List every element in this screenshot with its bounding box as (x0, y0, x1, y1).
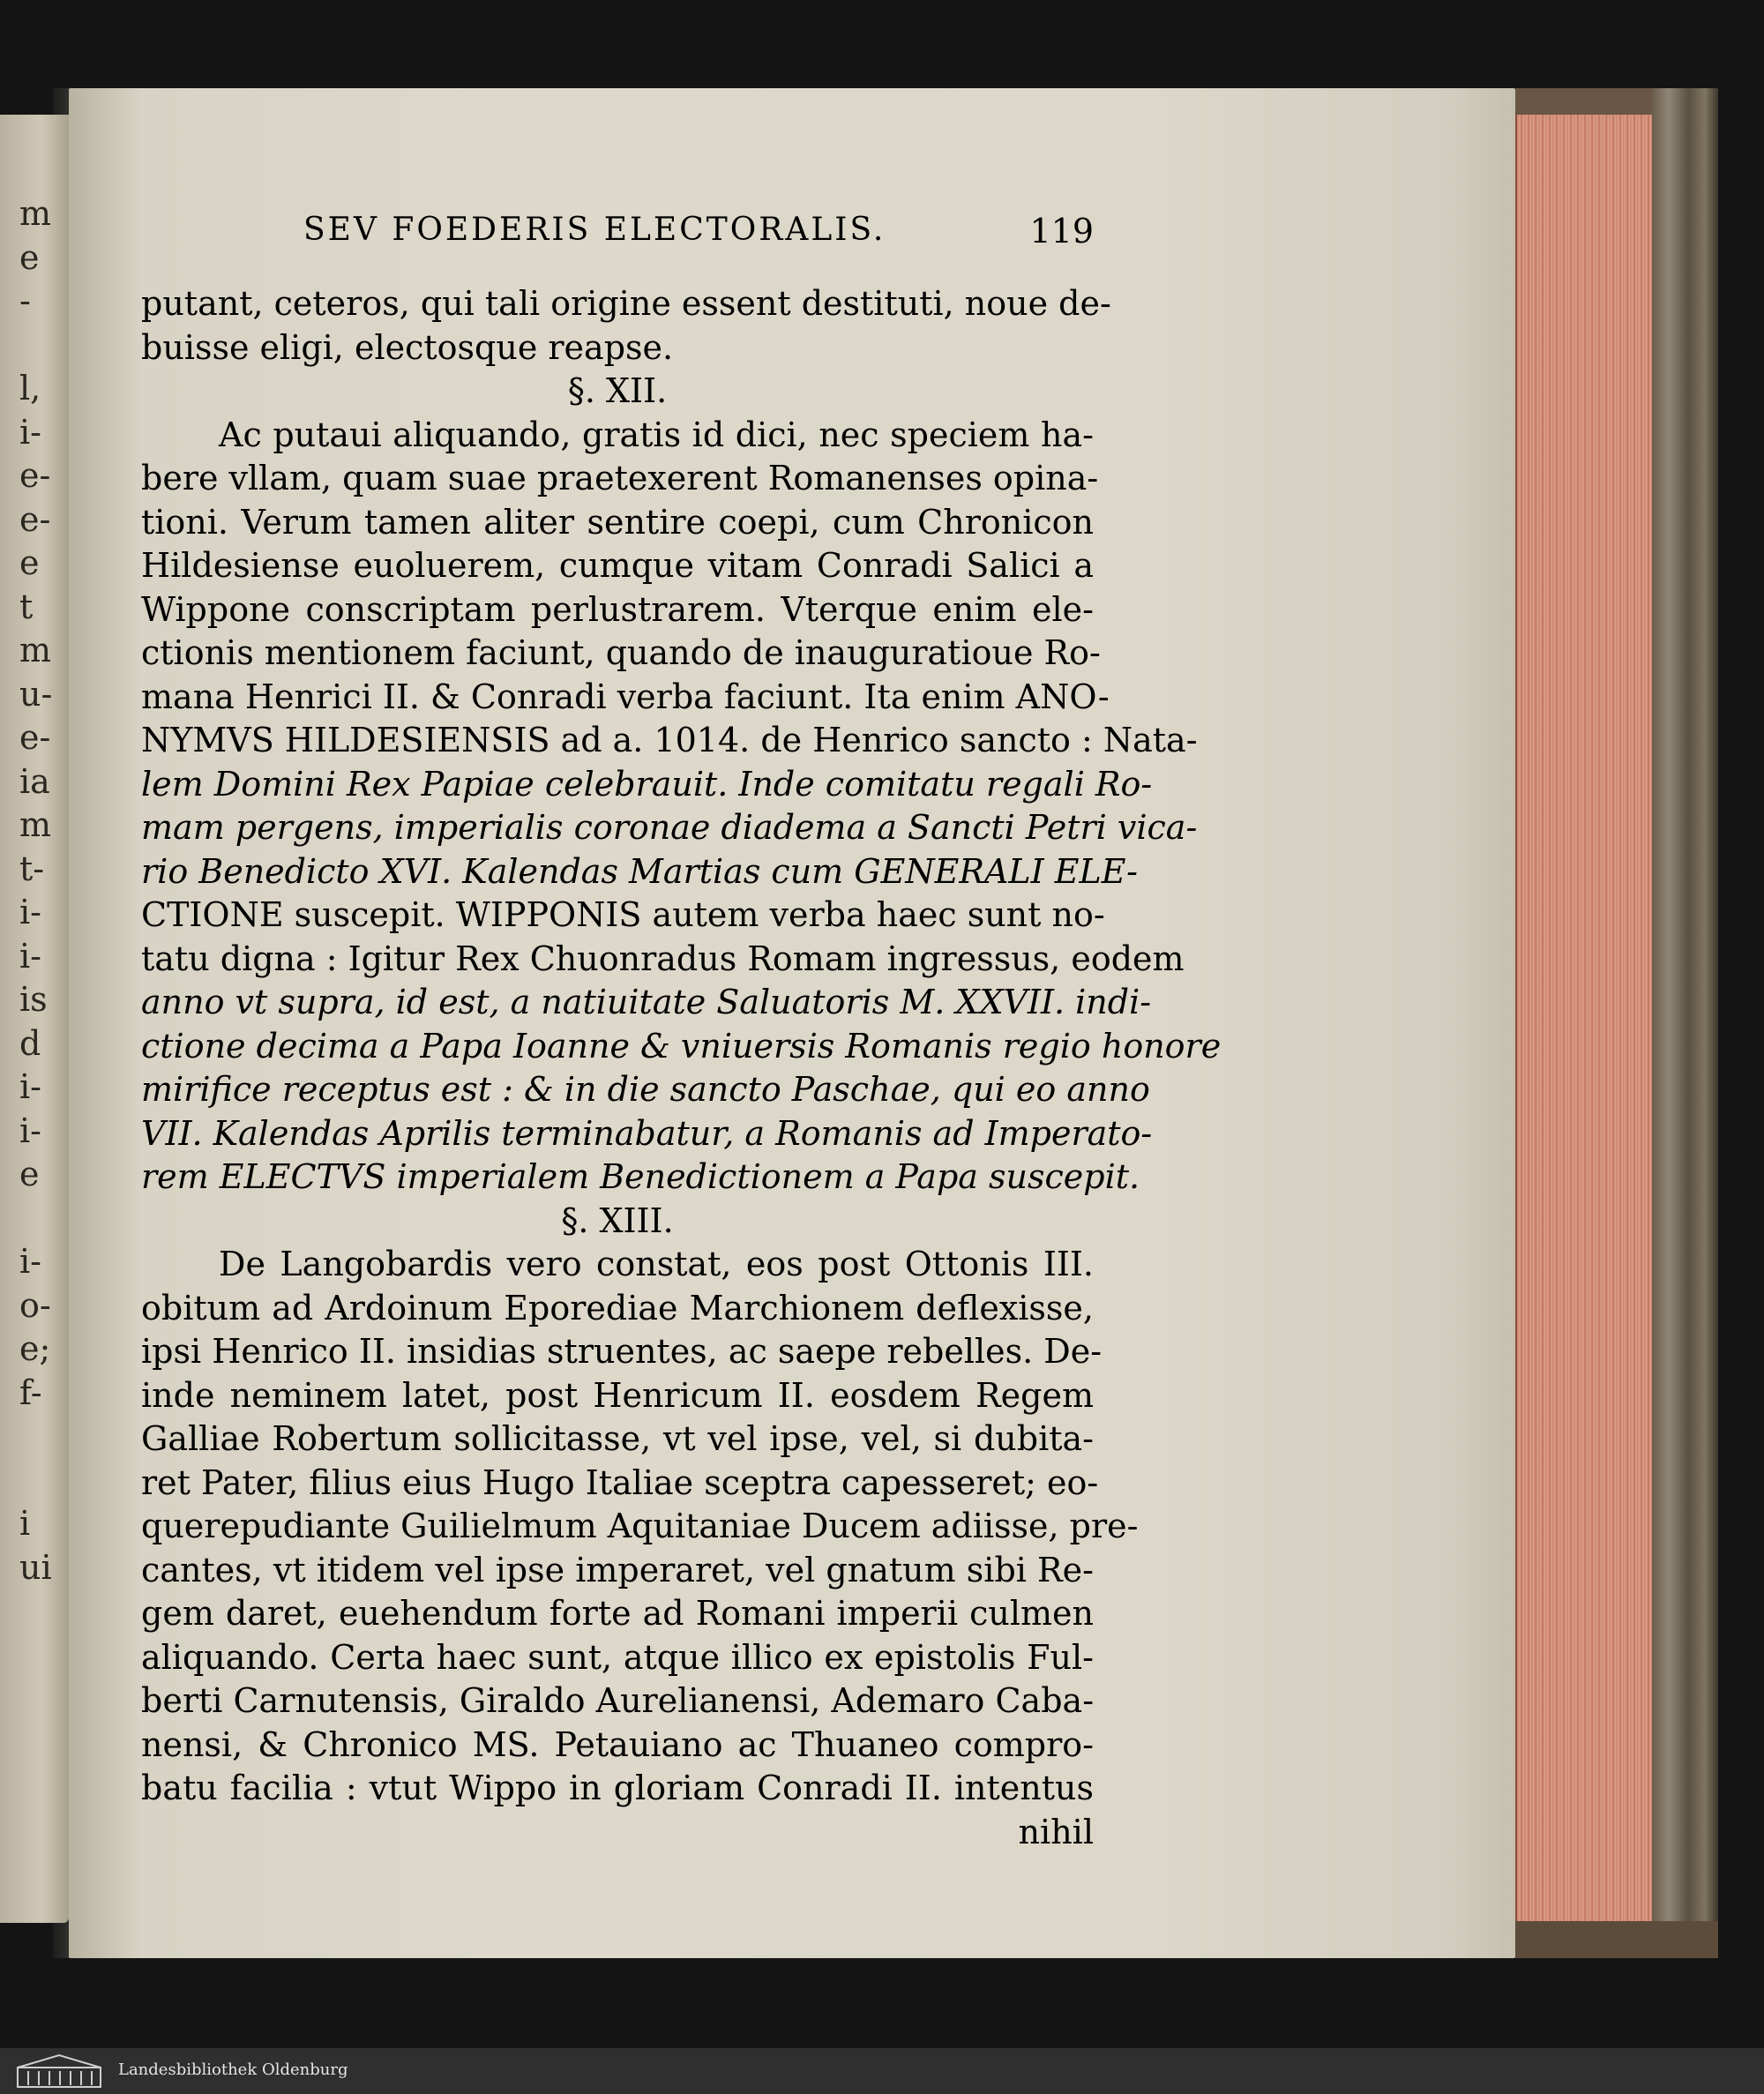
left-edge-line: u- (19, 674, 53, 714)
text-line: mam pergens, imperialis coronae diadema a Sancti Petri vica- (141, 808, 1198, 847)
text-line: Galliae Robertum sollicitasse, vt vel ipse, vel, si dubita- (141, 1419, 1094, 1458)
left-edge-line: i- (19, 1111, 41, 1150)
left-edge-line: e (19, 237, 40, 277)
text-line: rem ELECTVS imperialem Benedictionem a Papa suscepit. (141, 1157, 1140, 1196)
left-edge-line: i- (19, 936, 41, 976)
text-line: inde neminem latet, post Henricum II. eosdem Regem (141, 1375, 1094, 1415)
left-edge-line: is (19, 980, 48, 1019)
left-page-fragment (0, 115, 69, 1923)
text-line: putant, ceteros, qui tali origine essent destituti, noue de- (141, 284, 1111, 323)
text-line: tioni. Verum tamen aliter sentire coepi, cum Chronicon (141, 502, 1094, 542)
text-line: VII. Kalendas Aprilis terminabatur, a Romanis ad Imperato- (141, 1113, 1153, 1153)
left-edge-line: ui (19, 1547, 52, 1587)
book-cover-edge (1652, 88, 1718, 1958)
text-line: ctionis mentionem faciunt, quando de inauguratioue Ro- (141, 633, 1101, 672)
catchword: nihil (1018, 1812, 1094, 1851)
text-line: ret Pater, filius eius Hugo Italiae sceptra capesseret; eo- (141, 1462, 1099, 1502)
section-heading: §. XII. (567, 371, 668, 410)
cover-bottom-edge (1515, 1921, 1718, 1958)
page-fore-edge (1515, 115, 1654, 1923)
text-line: berti Carnutensis, Giraldo Aurelianensi, Ademaro Caba- (141, 1681, 1095, 1720)
left-edge-line: e (19, 1155, 40, 1193)
footer-bar (0, 2048, 1764, 2094)
text-line: buisse eligi, electosque reapse. (141, 327, 674, 367)
left-edge-line: i- (19, 1067, 41, 1106)
left-edge-line (19, 1415, 52, 1459)
text-line: nensi, & Chronico MS. Petauiano ac Thuaneo compro- (141, 1724, 1094, 1764)
left-edge-line: e- (19, 499, 51, 539)
left-edge-line: ia (19, 761, 50, 801)
text-line: CTIONE suscepit. WIPPONIS autem verba haec sunt no- (141, 895, 1105, 934)
running-title: SEV FOEDERIS ELECTORALIS. (303, 212, 886, 248)
left-edge-line: i (19, 1504, 31, 1543)
text-line: querepudiante Guilielmum Aquitaniae Ducem adiisse, pre- (141, 1507, 1139, 1545)
left-edge-line: d (19, 1023, 41, 1063)
text-line: ipsi Henrico II. insidias struentes, ac saepe rebelles. De- (141, 1332, 1102, 1371)
left-edge-line: e- (19, 718, 51, 757)
left-edge-line: l, (19, 369, 41, 408)
text-line: cantes, vt itidem vel ipse imperaret, vel gnatum sibi Re- (141, 1550, 1094, 1589)
left-edge-line: m (19, 194, 52, 233)
left-edge-line: t- (19, 849, 45, 888)
left-edge-line: i- (19, 1242, 41, 1281)
section-heading: §. XIII. (561, 1200, 674, 1240)
text-line: Ac putaui aliquando, gratis id dici, nec speciem ha- (219, 415, 1094, 454)
left-edge-line: f- (19, 1372, 42, 1412)
text-line: anno vt supra, id est, a natiuitate Saluatoris M. XXVII. indi- (141, 983, 1152, 1021)
text-line: gem daret, euehendum forte ad Romani imperii culmen (141, 1594, 1094, 1633)
left-edge-line: t (19, 587, 34, 626)
text-line: Hildesiense euoluerem, cumque vitam Conradi Salici a (141, 546, 1094, 585)
text-line: De Langobardis vero constat, eos post Ottonis III. (219, 1245, 1094, 1283)
text-line: lem Domini Rex Papiae celebrauit. Inde comitatu regali Ro- (141, 764, 1153, 804)
left-edge-line: e; (19, 1329, 51, 1368)
left-edge-line: m (19, 631, 52, 669)
text-line: ctione decima a Papa Ioanne & vniuersis Romanis regio honore (141, 1026, 1222, 1066)
left-edge-line: m (19, 805, 52, 844)
left-edge-line (19, 1459, 52, 1503)
text-line: rio Benedicto XVI. Kalendas Martias cum GENERALI ELE- (141, 851, 1138, 891)
left-edge-line: o- (19, 1285, 51, 1325)
body-text (141, 282, 1222, 1854)
text-line: Wippone conscriptam perlustrarem. Vterque enim ele- (141, 589, 1094, 629)
left-edge-line: e- (19, 456, 51, 495)
left-edge-line: i- (19, 412, 41, 452)
text-line: bere vllam, quam suae praetexerent Romanenses opina- (141, 459, 1099, 497)
left-edge-line (19, 324, 52, 368)
library-name: Landesbibliothek Oldenburg (118, 2060, 348, 2079)
left-page-edge-text (19, 192, 52, 1634)
running-head (141, 212, 1094, 265)
text-line: aliquando. Certa haec sunt, atque illico ex epistolis Ful- (141, 1637, 1094, 1677)
text-line: mirifice receptus est : & in die sancto Paschae, qui eo anno (141, 1070, 1150, 1109)
text-line: batu facilia : vtut Wippo in gloriam Conradi II. intentus (141, 1769, 1094, 1807)
left-edge-line: i- (19, 893, 41, 931)
left-edge-line (19, 1197, 52, 1241)
text-line: NYMVS HILDESIENSIS ad a. 1014. de Henrico sancto : Nata- (141, 721, 1198, 759)
left-edge-line: e (19, 543, 40, 582)
text-line: obitum ad Ardoinum Eporediae Marchionem deflexisse, (141, 1288, 1094, 1327)
text-line: mana Henrici II. & Conradi verba faciunt. Ita enim ANO- (141, 677, 1110, 716)
page-number: 119 (1029, 212, 1094, 251)
text-line: tatu digna : Igitur Rex Chuonradus Romam ingressus, eodem (141, 939, 1185, 978)
left-edge-line (19, 1589, 52, 1634)
left-edge-line: - (19, 281, 31, 320)
library-building-icon (16, 2053, 102, 2089)
